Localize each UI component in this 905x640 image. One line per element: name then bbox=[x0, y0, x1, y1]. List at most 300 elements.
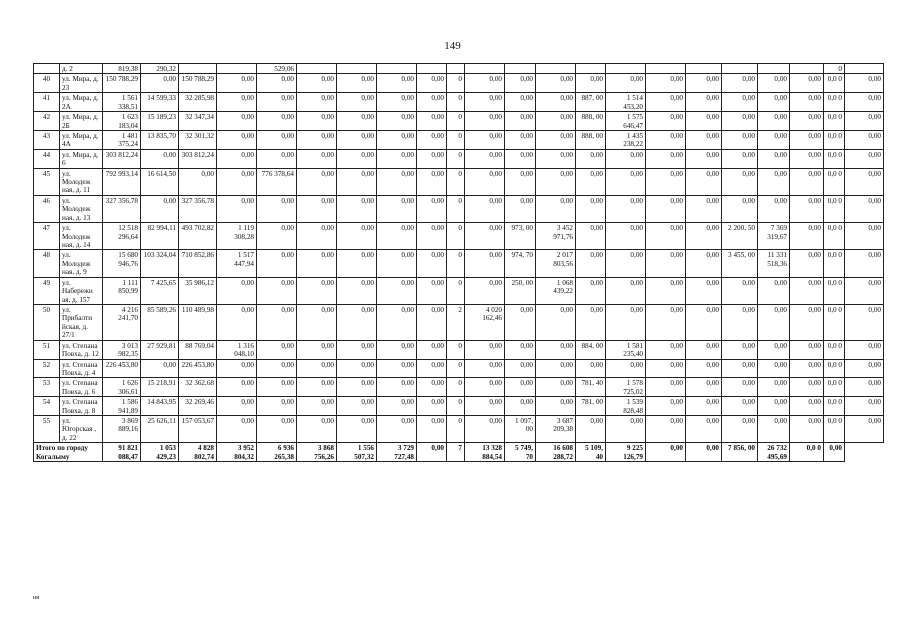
table-cell: 0,00 bbox=[576, 304, 606, 340]
table-cell: 0,00 bbox=[257, 397, 297, 416]
table-cell: 1 578 725,02 bbox=[606, 378, 646, 397]
table-cell: 27 929,81 bbox=[141, 340, 179, 359]
table-cell: 0,00 bbox=[297, 149, 337, 168]
table-cell: 82 994,11 bbox=[141, 223, 179, 250]
table-cell: 0,0 0 bbox=[824, 74, 845, 93]
table-cell: 303 812,24 bbox=[179, 149, 217, 168]
table-cell: 0,00 bbox=[297, 277, 337, 304]
data-table bbox=[33, 63, 884, 462]
table-cell: 0,00 bbox=[377, 250, 417, 277]
table-cell: 0,00 bbox=[417, 168, 447, 195]
table-cell: 0 bbox=[447, 277, 465, 304]
table-cell: 0,00 bbox=[646, 130, 686, 149]
table-cell: 0,00 bbox=[790, 416, 824, 443]
table-cell: 103 324,04 bbox=[141, 250, 179, 277]
table-cell: 46 bbox=[34, 195, 60, 222]
table-cell: 0,00 bbox=[536, 340, 576, 359]
table-cell: 54 bbox=[34, 397, 60, 416]
table-cell bbox=[179, 64, 217, 74]
table-cell: 0,00 bbox=[377, 304, 417, 340]
table-cell: 5 109, 40 bbox=[576, 443, 606, 462]
table-cell: 45 bbox=[34, 168, 60, 195]
table-cell: 493 702,82 bbox=[179, 223, 217, 250]
table-cell: 0 bbox=[447, 378, 465, 397]
table-cell: 0,00 bbox=[790, 340, 824, 359]
table-cell: 226 453,80 bbox=[103, 359, 141, 378]
table-row bbox=[34, 168, 884, 195]
table-cell: ул. Мира, д. 2А bbox=[60, 93, 103, 112]
table-cell: 0,00 bbox=[790, 277, 824, 304]
table-cell: 0,00 bbox=[576, 359, 606, 378]
table-cell: 0,00 bbox=[465, 130, 505, 149]
table-row bbox=[34, 93, 884, 112]
table-cell bbox=[34, 64, 60, 74]
table-cell: 0,00 bbox=[606, 195, 646, 222]
table-cell: 0,00 bbox=[790, 378, 824, 397]
table-cell: 0,00 bbox=[217, 74, 257, 93]
table-cell: 0,0 0 bbox=[824, 112, 845, 131]
table-row bbox=[34, 304, 884, 340]
table-cell: 91 821 088,47 bbox=[103, 443, 141, 462]
table-cell: 0,00 bbox=[576, 223, 606, 250]
table-row-continued bbox=[34, 64, 884, 74]
table-cell: 0,00 bbox=[606, 168, 646, 195]
table-cell: 0,00 bbox=[758, 359, 790, 378]
table-cell: 0 bbox=[447, 149, 465, 168]
table-cell: 1 316 048,10 bbox=[217, 340, 257, 359]
table-cell: 0,00 bbox=[576, 250, 606, 277]
table-cell: 0,00 bbox=[417, 149, 447, 168]
table-cell: 0,00 bbox=[722, 149, 758, 168]
table-cell: 0,00 bbox=[845, 250, 884, 277]
table-cell: 32 301,32 bbox=[179, 130, 217, 149]
table-cell: 0 bbox=[447, 195, 465, 222]
table-cell: ул. Молодеж ная, д. 11 bbox=[60, 168, 103, 195]
table-cell: ул. Набережн ая, д. 157 bbox=[60, 277, 103, 304]
table-cell bbox=[447, 64, 465, 74]
table-cell bbox=[790, 64, 824, 74]
table-cell: 0,00 bbox=[337, 112, 377, 131]
table-cell: 53 bbox=[34, 378, 60, 397]
table-cell: 0,00 bbox=[337, 168, 377, 195]
table-cell: 0,00 bbox=[790, 168, 824, 195]
table-cell: 0,00 bbox=[417, 195, 447, 222]
table-cell: 0,00 bbox=[505, 74, 536, 93]
table-cell: 0,00 bbox=[465, 74, 505, 93]
table-cell: 0,0 0 bbox=[824, 340, 845, 359]
table-cell: 0,00 bbox=[217, 149, 257, 168]
table-cell: 150 788,29 bbox=[103, 74, 141, 93]
table-cell: 0,00 bbox=[337, 74, 377, 93]
table-cell: 0,00 bbox=[686, 378, 722, 397]
table-cell: 0,00 bbox=[845, 93, 884, 112]
table-cell: 0,00 bbox=[646, 149, 686, 168]
table-cell: 0,00 bbox=[337, 304, 377, 340]
table-cell: 0,00 bbox=[686, 223, 722, 250]
table-cell: 290,32 bbox=[141, 64, 179, 74]
table-cell: 888, 00 bbox=[576, 130, 606, 149]
table-cell: 1 119 308,28 bbox=[217, 223, 257, 250]
table-cell: 4 828 802,74 bbox=[179, 443, 217, 462]
table-cell: 884, 00 bbox=[576, 340, 606, 359]
table-cell: 5 749, 70 bbox=[505, 443, 536, 462]
table-cell: 0,00 bbox=[417, 443, 447, 462]
table-cell: 0,00 bbox=[646, 378, 686, 397]
table-cell bbox=[758, 64, 790, 74]
table-cell: 0,00 bbox=[417, 277, 447, 304]
table-cell: 0,00 bbox=[257, 130, 297, 149]
table-cell: 781, 00 bbox=[576, 397, 606, 416]
table-cell: 2 017 803,56 bbox=[536, 250, 576, 277]
table-cell: 0,00 bbox=[297, 340, 337, 359]
table-cell: 0,00 bbox=[536, 195, 576, 222]
table-cell: 0,00 bbox=[217, 416, 257, 443]
table-cell: 0,0 0 bbox=[824, 378, 845, 397]
table-cell bbox=[337, 64, 377, 74]
table-cell: 1 517 447,94 bbox=[217, 250, 257, 277]
table-cell: 0,00 bbox=[845, 416, 884, 443]
table-cell: 0,00 bbox=[758, 340, 790, 359]
table-cell: 0,00 bbox=[217, 93, 257, 112]
table-cell: 0 bbox=[824, 64, 845, 74]
table-cell: 0,00 bbox=[257, 112, 297, 131]
table-cell: 7 425,65 bbox=[141, 277, 179, 304]
table-cell: 2 200, 50 bbox=[722, 223, 758, 250]
table-cell: 0,00 bbox=[417, 340, 447, 359]
table-cell: 50 bbox=[34, 304, 60, 340]
table-cell: 0,00 bbox=[686, 130, 722, 149]
table-cell: 15 189,23 bbox=[141, 112, 179, 131]
table-cell: 0,00 bbox=[297, 74, 337, 93]
footer-mark: ни bbox=[33, 595, 40, 601]
table-cell: 32 362,68 bbox=[179, 378, 217, 397]
table-cell: 0,00 bbox=[646, 168, 686, 195]
table-cell: 0,00 bbox=[536, 93, 576, 112]
table-cell: 0,00 bbox=[686, 195, 722, 222]
table-cell: 0,0 0 bbox=[824, 277, 845, 304]
table-cell: 0,00 bbox=[465, 359, 505, 378]
table-cell: 0,00 bbox=[257, 74, 297, 93]
table-cell: 0,00 bbox=[505, 397, 536, 416]
table-cell: 0,0 0 bbox=[824, 250, 845, 277]
table-cell: 327 356,78 bbox=[103, 195, 141, 222]
table-cell: 0 bbox=[447, 397, 465, 416]
table-cell: 0 bbox=[447, 340, 465, 359]
table-cell: 0,00 bbox=[576, 416, 606, 443]
table-cell: 0,00 bbox=[646, 223, 686, 250]
table-cell: 15 680 946,76 bbox=[103, 250, 141, 277]
table-cell: 0,00 bbox=[845, 112, 884, 131]
table-cell: 0,00 bbox=[845, 168, 884, 195]
table-cell: 1 581 235,40 bbox=[606, 340, 646, 359]
table-cell: 0,00 bbox=[758, 397, 790, 416]
table-cell: 157 053,67 bbox=[179, 416, 217, 443]
table-cell bbox=[845, 64, 884, 74]
table-cell: 1 068 439,22 bbox=[536, 277, 576, 304]
table-row bbox=[34, 130, 884, 149]
table-cell bbox=[646, 64, 686, 74]
table-cell: 0,00 bbox=[377, 168, 417, 195]
table-cell: 0,00 bbox=[606, 359, 646, 378]
table-cell: 0,00 bbox=[505, 304, 536, 340]
table-cell: 0,00 bbox=[722, 112, 758, 131]
table-cell bbox=[465, 64, 505, 74]
table-cell: 0,00 bbox=[141, 359, 179, 378]
table-cell: 0,00 bbox=[845, 74, 884, 93]
table-cell: 0,00 bbox=[465, 378, 505, 397]
table-cell: 15 218,91 bbox=[141, 378, 179, 397]
table-cell: 0,00 bbox=[417, 112, 447, 131]
table-cell: 792 993,14 bbox=[103, 168, 141, 195]
table-cell: 3 013 982,35 bbox=[103, 340, 141, 359]
table-cell: ул. Югорская , д. 22 bbox=[60, 416, 103, 443]
table-cell: 0 bbox=[447, 130, 465, 149]
table-cell: 0,00 bbox=[505, 112, 536, 131]
table-cell: 0,00 bbox=[845, 149, 884, 168]
table-cell: 0,00 bbox=[337, 359, 377, 378]
table-cell: ул. Мира, д. 23 bbox=[60, 74, 103, 93]
table-cell: 3 952 804,32 bbox=[217, 443, 257, 462]
table-cell: 0,00 bbox=[686, 443, 722, 462]
table-cell: 26 732 495,69 bbox=[758, 443, 790, 462]
table-cell: 0 bbox=[447, 112, 465, 131]
table-cell: 888, 00 bbox=[576, 112, 606, 131]
table-cell bbox=[505, 64, 536, 74]
table-row bbox=[34, 416, 884, 443]
table-cell: 0,00 bbox=[505, 168, 536, 195]
table-cell: 0,00 bbox=[646, 93, 686, 112]
table-cell: 0,00 bbox=[758, 93, 790, 112]
table-row bbox=[34, 195, 884, 222]
table-cell: 0,00 bbox=[257, 223, 297, 250]
table-cell: 0,00 bbox=[505, 359, 536, 378]
table-cell: 0,00 bbox=[686, 93, 722, 112]
table-cell: 0,0 0 bbox=[824, 130, 845, 149]
table-cell: 0,00 bbox=[337, 277, 377, 304]
table-cell: 0,00 bbox=[465, 416, 505, 443]
table-cell: 0,0 0 bbox=[824, 397, 845, 416]
table-cell: 0,00 bbox=[576, 195, 606, 222]
table-cell: 0,00 bbox=[217, 195, 257, 222]
table-cell: 0,00 bbox=[606, 223, 646, 250]
table-cell: 0,00 bbox=[722, 93, 758, 112]
table-cell: 0,00 bbox=[465, 149, 505, 168]
table-cell: 0,0 0 bbox=[824, 93, 845, 112]
table-cell: 0,00 bbox=[536, 397, 576, 416]
table-cell: 0,00 bbox=[722, 277, 758, 304]
table-cell: 0,00 bbox=[179, 168, 217, 195]
table-cell: 1 575 646,47 bbox=[606, 112, 646, 131]
table-cell: 0 bbox=[447, 93, 465, 112]
table-cell bbox=[377, 64, 417, 74]
table-cell: 0,00 bbox=[790, 195, 824, 222]
table-cell: 0,00 bbox=[722, 359, 758, 378]
table-cell bbox=[576, 64, 606, 74]
table-cell: 0,00 bbox=[686, 74, 722, 93]
table-cell: 819,38 bbox=[103, 64, 141, 74]
table-cell: 25 626,11 bbox=[141, 416, 179, 443]
table-cell: 0 bbox=[447, 74, 465, 93]
table-cell: 0,00 bbox=[790, 223, 824, 250]
table-cell: 0,00 bbox=[417, 378, 447, 397]
table-cell: 0,00 bbox=[536, 130, 576, 149]
table-cell: 0,00 bbox=[297, 130, 337, 149]
table-cell: 974, 70 bbox=[505, 250, 536, 277]
table-cell: 776 378,64 bbox=[257, 168, 297, 195]
table-cell: 0,00 bbox=[722, 416, 758, 443]
table-cell: 0,00 bbox=[646, 250, 686, 277]
table-cell: 0,00 bbox=[377, 74, 417, 93]
table-cell: 0,00 bbox=[758, 168, 790, 195]
table-cell: 0,00 bbox=[758, 277, 790, 304]
table-cell: 85 589,26 bbox=[141, 304, 179, 340]
table-row bbox=[34, 223, 884, 250]
table-cell: 0,00 bbox=[790, 250, 824, 277]
table-cell bbox=[606, 64, 646, 74]
table-cell: 973, 00 bbox=[505, 223, 536, 250]
table-cell: 1 561 338,51 bbox=[103, 93, 141, 112]
table-cell: 0,00 bbox=[377, 378, 417, 397]
table-cell: 0,00 bbox=[417, 223, 447, 250]
table-cell: 4 020 162,46 bbox=[465, 304, 505, 340]
table-cell: 0,00 bbox=[722, 74, 758, 93]
table-cell: 1 556 507,32 bbox=[337, 443, 377, 462]
table-cell: 0,00 bbox=[758, 149, 790, 168]
table-cell: 0,00 bbox=[845, 340, 884, 359]
table-cell: 0,00 bbox=[722, 378, 758, 397]
table-row bbox=[34, 277, 884, 304]
table-cell: 0,00 bbox=[217, 378, 257, 397]
table-cell: 0,00 bbox=[790, 149, 824, 168]
table-cell bbox=[217, 64, 257, 74]
table-cell: 0,00 bbox=[257, 304, 297, 340]
table-cell: 43 bbox=[34, 130, 60, 149]
table-row bbox=[34, 112, 884, 131]
page-number: 149 bbox=[444, 40, 461, 52]
table-cell: 12 518 296,64 bbox=[103, 223, 141, 250]
table-cell: 0,00 bbox=[465, 397, 505, 416]
table-cell: 3 452 971,76 bbox=[536, 223, 576, 250]
table-cell: 32 347,34 bbox=[179, 112, 217, 131]
table-cell: 0,00 bbox=[845, 277, 884, 304]
table-cell: 0,00 bbox=[758, 378, 790, 397]
table-cell: 0,00 bbox=[337, 223, 377, 250]
table-cell: 6 936 265,38 bbox=[257, 443, 297, 462]
table-cell: 7 bbox=[447, 443, 465, 462]
table-cell: 0,00 bbox=[257, 250, 297, 277]
table-cell: 0 bbox=[447, 168, 465, 195]
table-cell: 0,00 bbox=[686, 112, 722, 131]
table-cell: 0,00 bbox=[576, 168, 606, 195]
table-cell: 0,00 bbox=[337, 416, 377, 443]
table-cell: 1 539 828,48 bbox=[606, 397, 646, 416]
table-cell: 0,00 bbox=[505, 378, 536, 397]
table-cell: 0,00 bbox=[686, 304, 722, 340]
table-cell: 0,00 bbox=[686, 277, 722, 304]
table-cell: 0,0 0 bbox=[824, 359, 845, 378]
table-cell: 0,00 bbox=[337, 93, 377, 112]
table-cell: ул. Молодеж ная, д. 13 bbox=[60, 195, 103, 222]
table-cell: 47 bbox=[34, 223, 60, 250]
table-cell: 0,00 bbox=[141, 74, 179, 93]
table-cell: 0,0 0 bbox=[824, 304, 845, 340]
table-cell: 0,00 bbox=[646, 195, 686, 222]
table-cell: 0,0 0 bbox=[824, 195, 845, 222]
table-cell: 0,00 bbox=[257, 340, 297, 359]
table-cell: ул. Мира, д. 2Б bbox=[60, 112, 103, 131]
table-cell: 0,00 bbox=[257, 359, 297, 378]
table-cell: 3 868 756,26 bbox=[297, 443, 337, 462]
table-cell: 0,00 bbox=[217, 304, 257, 340]
table-cell: 0,00 bbox=[377, 223, 417, 250]
table-cell: 51 bbox=[34, 340, 60, 359]
table-cell: 0,00 bbox=[505, 340, 536, 359]
table-cell: 0,00 bbox=[377, 195, 417, 222]
table-cell: 14 843,95 bbox=[141, 397, 179, 416]
table-cell: 0,00 bbox=[845, 195, 884, 222]
table-cell: 0,00 bbox=[217, 359, 257, 378]
table-cell: 529,06 bbox=[257, 64, 297, 74]
table-cell: 0,00 bbox=[646, 397, 686, 416]
table-cell: 0,00 bbox=[297, 397, 337, 416]
table-cell: 0,00 bbox=[536, 168, 576, 195]
table-row bbox=[34, 149, 884, 168]
table-cell: 0,00 bbox=[686, 340, 722, 359]
table-cell: 0,00 bbox=[686, 250, 722, 277]
table-cell: 0,00 bbox=[536, 359, 576, 378]
table-cell: 0,00 bbox=[417, 359, 447, 378]
table-cell: 0,0 0 bbox=[824, 223, 845, 250]
table-cell: 0,00 bbox=[257, 378, 297, 397]
table-cell: ул. Степана Повха, д. 4 bbox=[60, 359, 103, 378]
table-cell: 0,00 bbox=[141, 149, 179, 168]
table-cell: 1 586 941,89 bbox=[103, 397, 141, 416]
table-cell: 0,0 0 bbox=[824, 416, 845, 443]
table-cell: ул. Степана Повха, д. 12 bbox=[60, 340, 103, 359]
table-cell bbox=[722, 64, 758, 74]
table-cell: 0,00 bbox=[377, 416, 417, 443]
table-cell: 0,00 bbox=[758, 416, 790, 443]
table-cell: 0,00 bbox=[722, 304, 758, 340]
table-cell: 0,00 bbox=[686, 168, 722, 195]
table-cell bbox=[686, 64, 722, 74]
table-cell: 0,00 bbox=[646, 277, 686, 304]
table-cell: 110 489,98 bbox=[179, 304, 217, 340]
table-cell: 0,00 bbox=[845, 397, 884, 416]
table-cell: 0,00 bbox=[536, 378, 576, 397]
table-cell: 0,00 bbox=[686, 359, 722, 378]
table-cell: 887, 00 bbox=[576, 93, 606, 112]
table-cell: 327 356,78 bbox=[179, 195, 217, 222]
table-cell: 0,00 bbox=[646, 340, 686, 359]
table-cell: ул. Молодеж ная, д. 14 bbox=[60, 223, 103, 250]
table-cell: 0,00 bbox=[417, 304, 447, 340]
table-cell bbox=[536, 64, 576, 74]
table-cell: 0,00 bbox=[297, 304, 337, 340]
table-cell: 7 856, 00 bbox=[722, 443, 758, 462]
table-cell: 0,00 bbox=[465, 168, 505, 195]
table-cell: 0,00 bbox=[377, 397, 417, 416]
table-row bbox=[34, 397, 884, 416]
table-cell: 0,00 bbox=[417, 130, 447, 149]
table-cell: 0,00 bbox=[257, 277, 297, 304]
total-row bbox=[34, 443, 884, 462]
table-cell: 0,00 bbox=[758, 130, 790, 149]
table-cell: 0,00 bbox=[505, 195, 536, 222]
table-cell: 0,00 bbox=[337, 397, 377, 416]
table-cell: 0,00 bbox=[377, 359, 417, 378]
table-cell: 0,00 bbox=[297, 195, 337, 222]
